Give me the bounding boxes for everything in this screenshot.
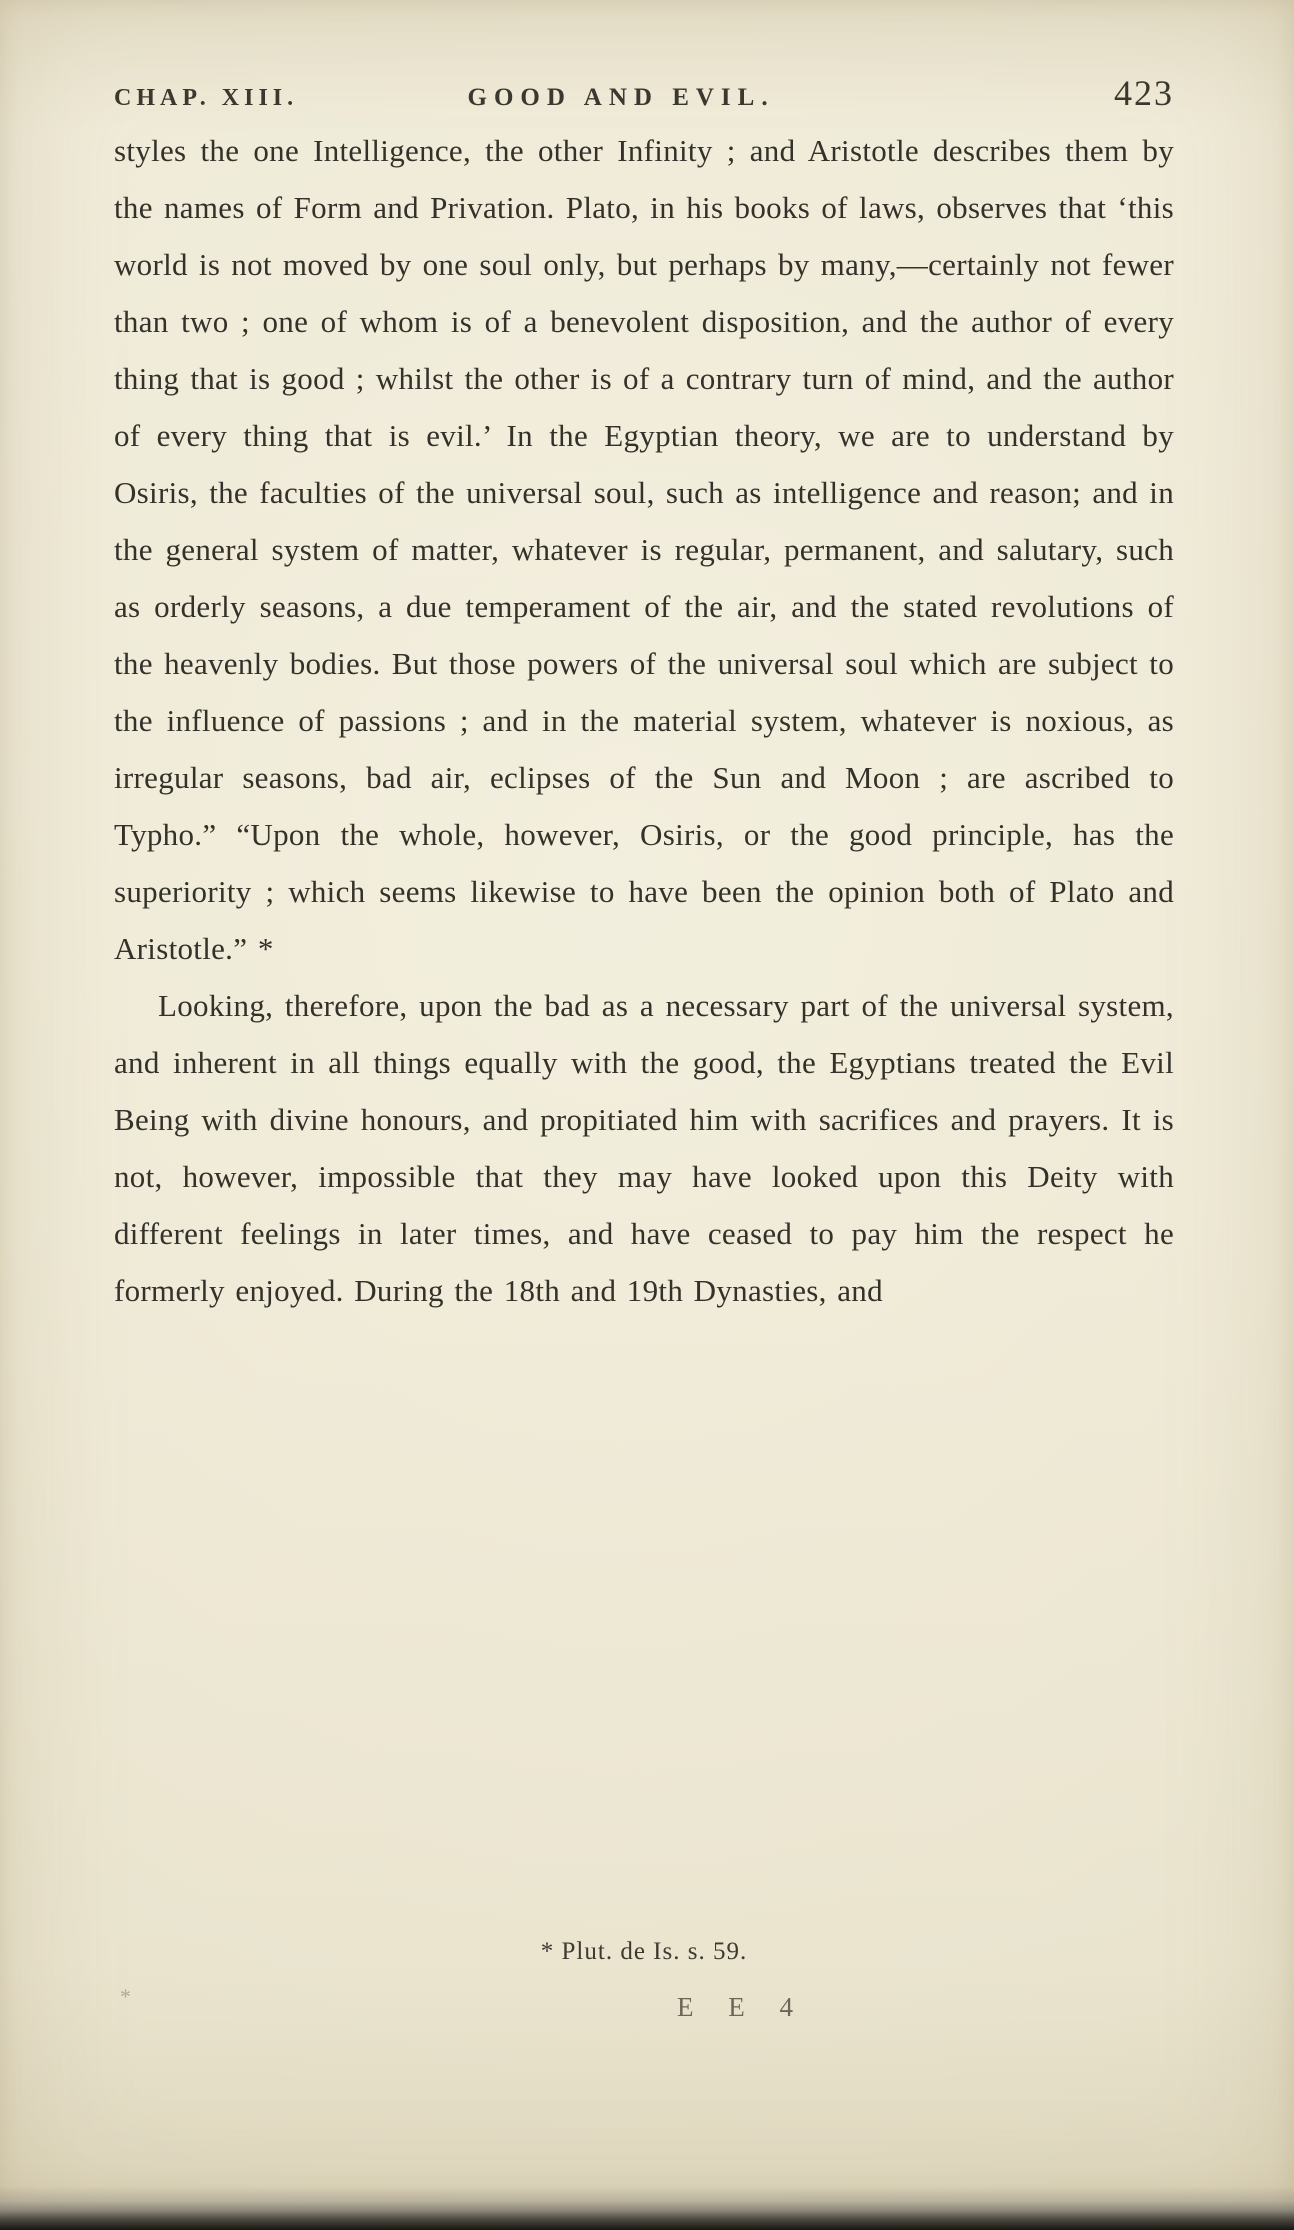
scan-edge-shadow — [0, 2186, 1294, 2230]
paragraph: Looking, therefore, upon the bad as a necessary part of the universal system, and inherent in all things equally with the good, the Egyptians treated the Evil Being with divine honours, and propitiated him with sacrifices and prayers. It is not, however, impossible that they may have looked upon this Deity with different feelings in later times, and have ceased to pay him the respect he formerly enjoyed. During the 18th and 19th Dynasties, and — [114, 988, 1174, 1308]
running-title: GOOD AND EVIL. — [467, 84, 775, 111]
page-number: 423 — [1113, 73, 1174, 113]
page-header — [114, 72, 1174, 114]
chapter-heading: CHAP. XIII. — [114, 85, 299, 111]
text-block — [114, 122, 1174, 1319]
printer-signature-mark: E E 4 — [677, 1992, 807, 2022]
marginal-mark: * — [120, 1984, 131, 2009]
paragraph-continuation: styles the one Intelligence, the other Infinity ; and Aristotle describes them by the names of Form and Privation. Plato, in his books of laws, observes that ‘this world is not moved by one soul only, but perhaps by many,—certainly not fewer than two ; one of whom is of a benevolent disposition, and the author of every thing that is good ; whilst the other is of a contrary turn of mind, and the author of every thing that is evil.’ In the Egyptian theory, we are to understand by Osiris, the faculties of the universal soul, such as intelligence and reason; and in the general system of matter, whatever is regular, permanent, and salutary, such as orderly seasons, a due temperament of the air, and the stated revolutions of the heavenly bodies. But those powers of the universal soul which are subject to the influence of passions ; and in the material system, whatever is noxious, as irregular seasons, bad air, eclipses of the Sun and Moon ; are ascribed to Typho.” “Upon the whole, however, Osiris, or the good principle, has the superiority ; which seems likewise to have been the opinion both of Plato and Aristotle.” * — [114, 133, 1174, 966]
footnote: * Plut. de Is. s. 59. — [540, 1938, 748, 1965]
